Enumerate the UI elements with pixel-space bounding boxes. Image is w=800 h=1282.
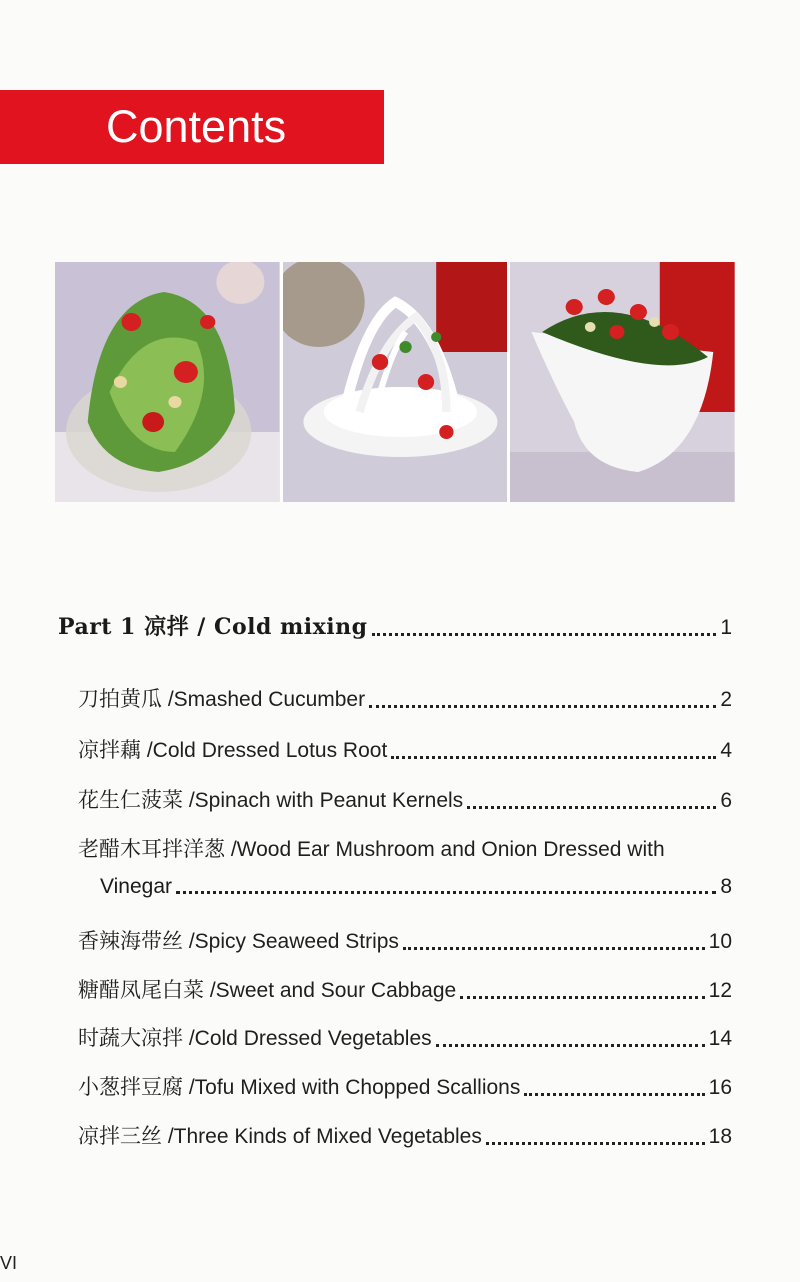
entry-title: 小葱拌豆腐 /Tofu Mixed with Chopped Scallions xyxy=(78,1076,521,1099)
entry-title: 香辣海带丝 /Spicy Seaweed Strips xyxy=(78,930,399,953)
dot-leader xyxy=(436,1043,705,1047)
page-number: 12 xyxy=(708,979,732,1002)
toc-part-heading[interactable] xyxy=(58,610,732,641)
seaweed-bowl-photo xyxy=(510,262,735,502)
toc-entry[interactable] xyxy=(78,784,732,814)
page-number: 18 xyxy=(708,1125,732,1148)
toc-entry[interactable] xyxy=(78,1071,732,1101)
dot-leader xyxy=(369,704,716,708)
dot-leader xyxy=(467,805,716,809)
entry-title: 花生仁菠菜 /Spinach with Peanut Kernels xyxy=(78,789,464,812)
toc-entry[interactable] xyxy=(78,833,738,863)
toc-entry[interactable] xyxy=(78,683,732,713)
dot-leader xyxy=(403,946,705,950)
part-title: Part 1 凉拌 / Cold mixing xyxy=(58,614,368,640)
page-number: 1 xyxy=(720,616,732,639)
toc-entry[interactable] xyxy=(78,734,732,764)
page-number: 16 xyxy=(708,1076,732,1099)
dot-leader xyxy=(460,995,704,999)
page-folio: VI xyxy=(0,1253,18,1273)
entry-title: 时蔬大凉拌 /Cold Dressed Vegetables xyxy=(78,1027,432,1050)
page-number: 6 xyxy=(720,789,732,812)
dot-leader xyxy=(391,755,716,759)
page-number: 14 xyxy=(708,1027,732,1050)
toc-entry-continuation[interactable] xyxy=(100,875,732,899)
dot-leader xyxy=(524,1092,704,1096)
page-number: 4 xyxy=(720,739,732,762)
photo-strip xyxy=(55,262,735,502)
dot-leader xyxy=(486,1141,705,1145)
toc-entry[interactable] xyxy=(78,1120,732,1150)
radish-plate-photo xyxy=(283,262,508,502)
salad-glass-photo xyxy=(55,262,280,502)
dot-leader xyxy=(176,890,716,894)
entry-title-continuation: Vinegar xyxy=(100,875,173,898)
dot-leader xyxy=(372,632,717,636)
entry-title: 老醋木耳拌洋葱 /Wood Ear Mushroom and Onion Dressed with xyxy=(78,838,665,861)
entry-title: 凉拌三丝 /Three Kinds of Mixed Vegetables xyxy=(78,1125,482,1148)
toc-entry[interactable] xyxy=(78,974,732,1004)
toc-entry[interactable] xyxy=(78,1022,732,1052)
toc-entry[interactable] xyxy=(78,925,732,955)
entry-title: 凉拌藕 /Cold Dressed Lotus Root xyxy=(78,739,388,762)
entry-title: 刀拍黄瓜 /Smashed Cucumber xyxy=(78,688,366,711)
page-number: 2 xyxy=(720,688,732,711)
entry-title: 糖醋凤尾白菜 /Sweet and Sour Cabbage xyxy=(78,979,457,1002)
page-title: Contents xyxy=(106,101,287,152)
page-number: 10 xyxy=(708,930,732,953)
page-number: 8 xyxy=(720,875,732,898)
